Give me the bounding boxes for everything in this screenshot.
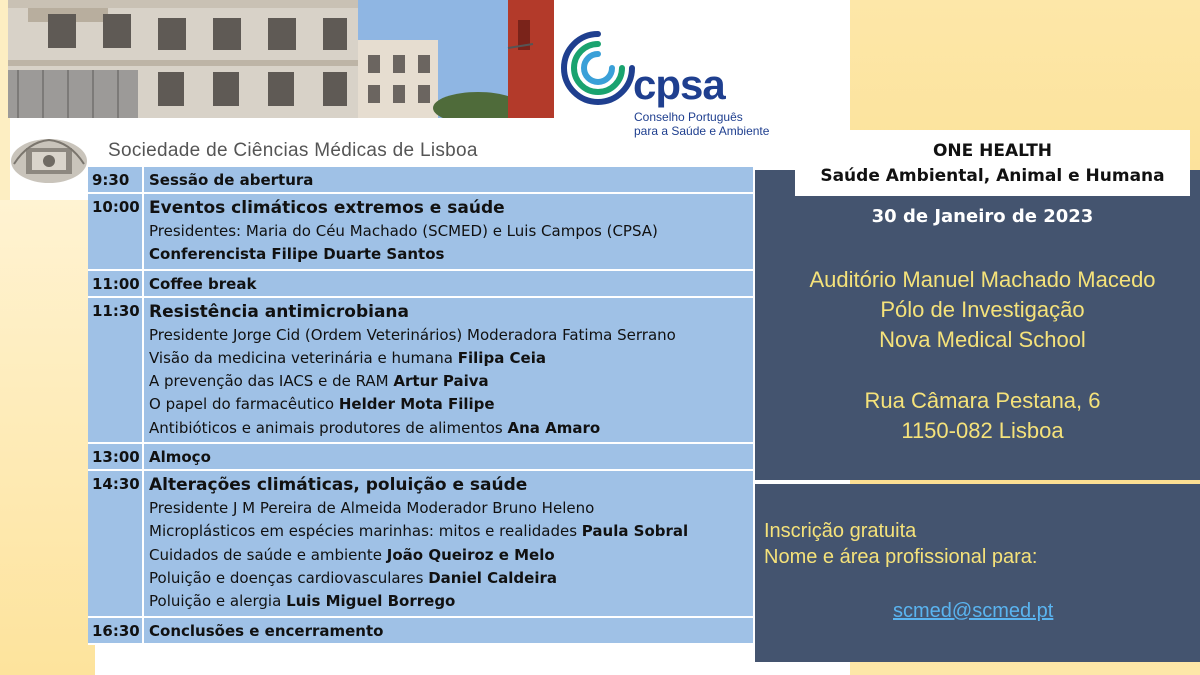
session-detail-text: Microplásticos em espécies marinhas: mitos e realidades xyxy=(149,522,582,541)
society-name: Sociedade de Ciências Médicas de Lisboa xyxy=(108,140,478,161)
speaker-name: Ana Amaro xyxy=(507,418,601,437)
session-detail-line xyxy=(149,497,753,520)
address-line2: 1150-082 Lisboa xyxy=(901,418,1064,443)
cream-background-left xyxy=(0,200,95,675)
session-content xyxy=(144,271,753,296)
session-content xyxy=(144,618,753,643)
session-content xyxy=(144,471,753,615)
program-row xyxy=(88,471,753,617)
registration-email-link[interactable]: scmed@scmed.pt xyxy=(893,600,1054,622)
session-time: 10:00 xyxy=(88,194,144,269)
speaker-name: Helder Mota Filipe xyxy=(338,395,495,414)
speaker-name: Artur Paiva xyxy=(393,372,489,391)
program-row xyxy=(88,444,753,471)
event-venue xyxy=(755,265,1200,355)
session-time: 14:30 xyxy=(88,471,144,615)
event-title-line2: Saúde Ambiental, Animal e Humana xyxy=(820,166,1165,186)
session-detail-line xyxy=(149,324,753,347)
registration-info xyxy=(764,518,1037,570)
program-row xyxy=(88,194,753,271)
society-seal-icon xyxy=(8,134,90,188)
address-line1: Rua Câmara Pestana, 6 xyxy=(864,388,1101,413)
building-photo xyxy=(8,0,554,118)
session-detail-line xyxy=(149,520,753,543)
session-detail-text: Poluição e doenças cardiovasculares xyxy=(149,568,429,587)
session-content xyxy=(144,298,753,442)
session-detail-text: Presidente J M Pereira de Almeida Moderador Bruno Heleno xyxy=(149,499,595,518)
session-detail-text: O papel do farmacêutico xyxy=(149,395,339,414)
cpsa-logo-word: cpsa xyxy=(633,61,725,108)
session-detail-line xyxy=(149,567,753,590)
speaker-name: Luis Miguel Borrego xyxy=(286,592,456,611)
session-detail-line xyxy=(149,544,753,567)
session-title: Almoço xyxy=(149,448,211,467)
registration-line1: Inscrição gratuita xyxy=(764,520,917,542)
session-title: Conclusões e encerramento xyxy=(149,621,384,640)
event-title-line1: ONE HEALTH xyxy=(932,141,1053,161)
session-detail-text: Poluição e alergia xyxy=(149,592,287,611)
session-detail-line xyxy=(149,220,753,243)
speaker-name: Daniel Caldeira xyxy=(428,568,558,587)
session-time: 9:30 xyxy=(88,167,144,192)
session-detail-line xyxy=(149,417,753,440)
session-detail-line xyxy=(149,370,753,393)
session-detail-text: A prevenção das IACS e de RAM xyxy=(149,372,394,391)
venue-line3: Nova Medical School xyxy=(879,327,1086,352)
program-row xyxy=(88,271,753,298)
program-row xyxy=(88,298,753,444)
session-title: Sessão de abertura xyxy=(149,171,314,189)
session-time: 13:00 xyxy=(88,444,144,469)
session-detail-line xyxy=(149,243,753,266)
session-title: Eventos climáticos extremos e saúde xyxy=(149,198,505,218)
session-title: Alterações climáticas, poluição e saúde xyxy=(149,475,528,496)
session-content xyxy=(144,167,753,192)
program-row xyxy=(88,618,753,645)
session-detail-text: Presidentes: Maria do Céu Machado (SCMED) e Luis Campos (CPSA) xyxy=(149,222,658,240)
venue-line1: Auditório Manuel Machado Macedo xyxy=(809,267,1156,292)
venue-line2: Pólo de Investigação xyxy=(880,297,1085,322)
session-title: Coffee break xyxy=(149,274,257,293)
cpsa-subtitle-line1: Conselho Português xyxy=(634,110,743,124)
session-content xyxy=(144,444,753,469)
session-time: 11:30 xyxy=(88,298,144,442)
cpsa-subtitle-line2: para a Saúde e Ambiente xyxy=(634,124,770,138)
session-title: Resistência antimicrobiana xyxy=(149,301,409,322)
registration-line2: Nome e área profissional para: xyxy=(764,546,1038,568)
session-detail-text: Presidente Jorge Cid (Ordem Veterinários) Moderadora Fatima Serrano xyxy=(149,325,676,344)
program-table xyxy=(88,167,753,645)
session-detail-text: Visão da medicina veterinária e humana xyxy=(149,348,458,367)
session-detail-text: Antibióticos e animais produtores de alimentos xyxy=(149,418,508,437)
session-content xyxy=(144,194,753,269)
session-detail-line xyxy=(149,347,753,370)
speaker-name: João Queiroz e Melo xyxy=(386,545,555,564)
session-detail-line xyxy=(149,393,753,416)
event-title-box xyxy=(795,130,1190,196)
speaker-name: Conferencista Filipe Duarte Santos xyxy=(149,245,445,264)
registration-panel xyxy=(755,484,1200,662)
session-detail-text: Cuidados de saúde e ambiente xyxy=(149,545,387,564)
speaker-name: Paula Sobral xyxy=(581,522,689,541)
speaker-name: Filipa Ceia xyxy=(457,348,546,367)
program-row xyxy=(88,167,753,194)
session-time: 16:30 xyxy=(88,618,144,643)
event-address xyxy=(755,386,1200,446)
cpsa-logo-subtitle xyxy=(634,110,769,138)
session-time: 11:00 xyxy=(88,271,144,296)
session-detail-line xyxy=(149,590,753,613)
event-date: 30 de Janeiro de 2023 xyxy=(871,206,1094,227)
